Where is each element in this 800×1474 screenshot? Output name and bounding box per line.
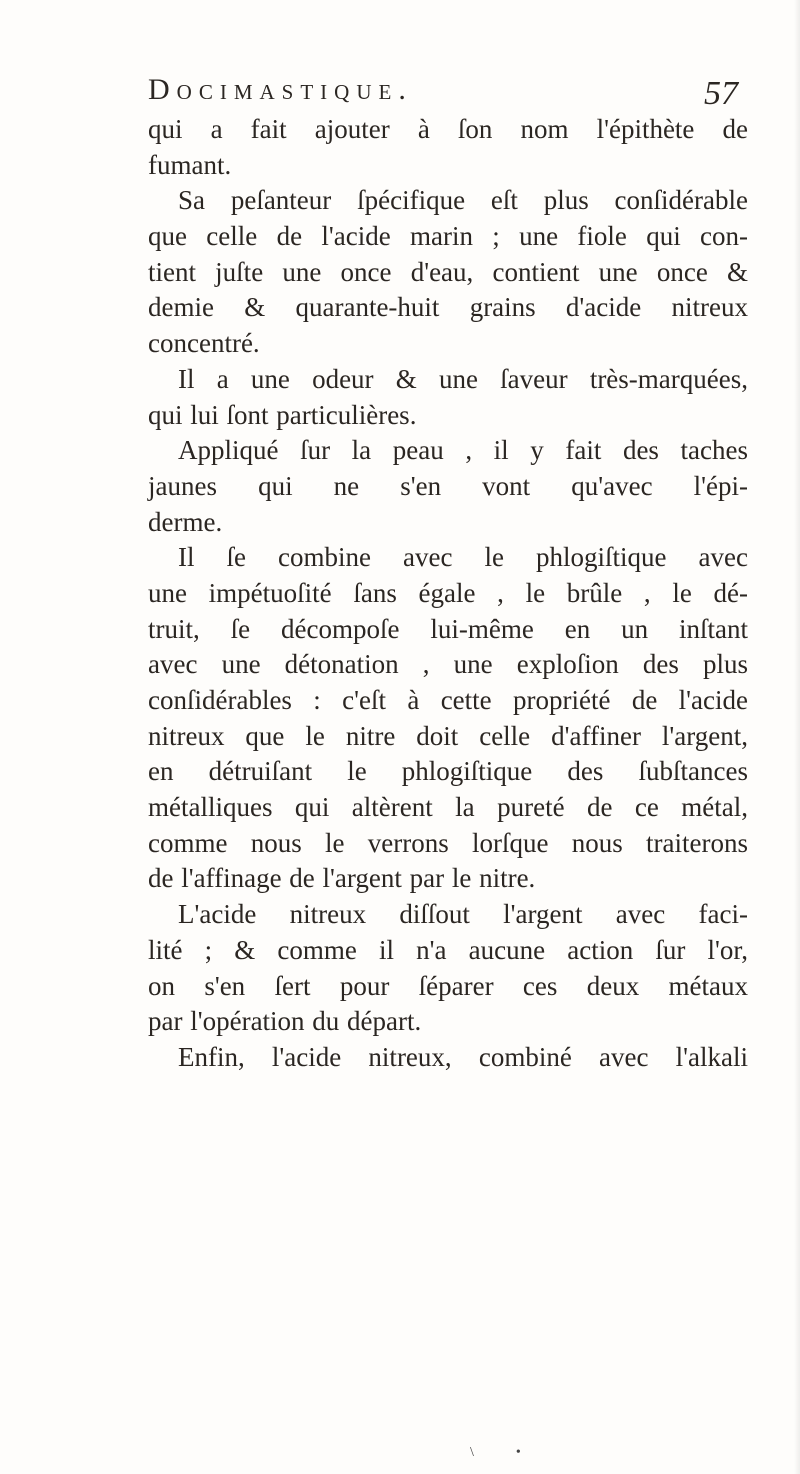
text-line: fumant. [148, 149, 232, 180]
text-line: concentré. [148, 328, 260, 359]
text-line: L'acide nitreux diſſout l'argent avec faci- [178, 899, 748, 930]
text-line: conſidérables : c'eſt à cette propriété de l'acide [148, 685, 748, 715]
text-line: avec une détonation , une exploſion des plus [148, 649, 748, 680]
page-number: 57 [704, 75, 738, 112]
scan-speck: \ • [470, 1445, 521, 1460]
text-line: comme nous le verrons lorſque nous traiterons [148, 827, 748, 858]
text-line: qui lui ſont particulières. [148, 399, 417, 430]
text-line: Il a une odeur & une ſaveur très-marquées, [178, 363, 748, 394]
text-line: demie & quarante-huit grains d'acide nitreux [148, 292, 748, 323]
text-line: une impétuoſité ſans égale , le brûle , le dé- [148, 577, 748, 608]
text-line: que celle de l'acide marin ; une fiole qui con- [148, 221, 748, 252]
text-line: Enfin, l'acide nitreux, combiné avec l'alkali [178, 1041, 748, 1072]
text-line: par l'opération du départ. [148, 1006, 422, 1037]
body-text [148, 112, 748, 1076]
text-line: métalliques qui altèrent la pureté de ce métal, [148, 792, 748, 823]
running-head [148, 70, 738, 114]
text-line: Il ſe combine avec le phlogiſtique avec [178, 542, 748, 573]
text-line: Sa peſanteur ſpécifique eſt plus conſidérable [178, 185, 748, 216]
running-title: Docimastique. [148, 73, 413, 106]
text-line: nitreux que le nitre doit celle d'affiner l'argent, [148, 720, 748, 751]
text-line: Appliqué ſur la peau , il y fait des taches [178, 435, 748, 466]
text-line: en détruiſant le phlogiſtique des ſubſtances [148, 756, 748, 787]
page-edge-shadow [794, 0, 800, 1474]
text-line: jaunes qui ne s'en vont qu'avec l'épi- [148, 470, 748, 501]
text-line: lité ; & comme il n'a aucune action ſur l'or, [148, 934, 748, 965]
text-line: de l'affinage de l'argent par le nitre. [148, 863, 536, 894]
text-line: derme. [148, 506, 223, 537]
text-line: tient juſte une once d'eau, contient une once & [148, 256, 748, 287]
text-line: on s'en ſert pour ſéparer ces deux métaux [148, 970, 748, 1001]
text-line: truit, ſe décompoſe lui-même en un inſtant [148, 613, 748, 644]
text-line: qui a fait ajouter à ſon nom l'épithète de [148, 114, 748, 144]
